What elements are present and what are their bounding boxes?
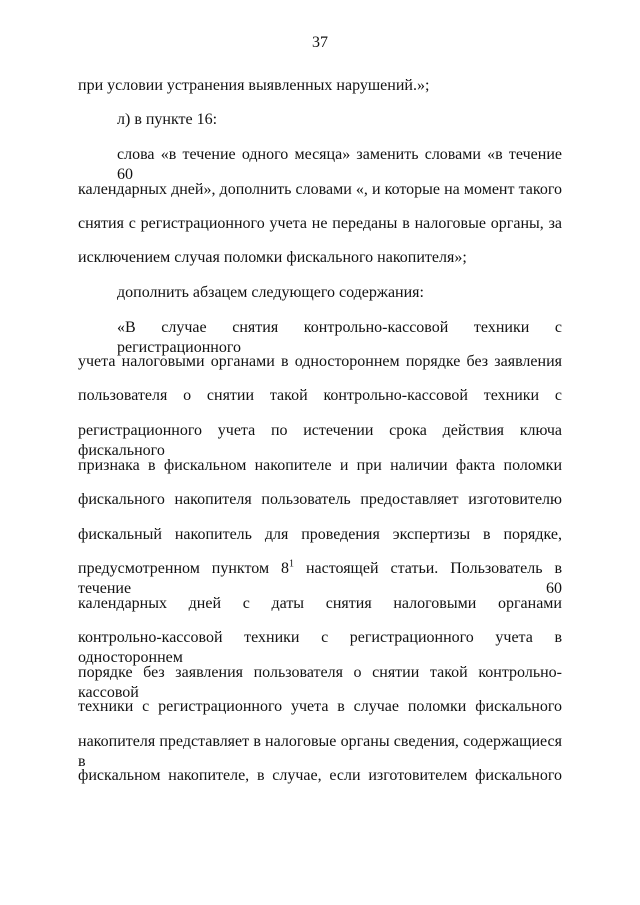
text-line: порядке без заявления пользователя о снятии такой контрольно-кассовой — [78, 664, 562, 701]
text-line: регистрационного учета по истечении срока действия ключа фискального — [78, 422, 562, 459]
text-line: фискальный накопитель для проведения экспертизы в порядке, — [78, 526, 562, 543]
text-line: исключением случая поломки фискального накопителя»; — [78, 249, 467, 266]
text-line: фискальном накопителе, в случае, если изготовителем фискального — [78, 767, 562, 784]
text-fragment: предусмотренном пунктом 8 — [78, 560, 290, 577]
text-line-with-superscript — [78, 558, 562, 597]
text-line: контрольно-кассовой техники с регистрационного учета в одностороннем — [78, 629, 562, 666]
superscript: 1 — [289, 558, 295, 570]
page-number: 37 — [312, 34, 328, 51]
text-line: при условии устранения выявленных нарушений.»; — [78, 77, 430, 94]
text-line: слова «в течение одного месяца» заменить словами «в течение 60 — [117, 146, 562, 183]
text-line: «В случае снятия контрольно-кассовой техники с регистрационного — [117, 319, 562, 356]
text-line: пользователя о снятии такой контрольно-кассовой техники с — [78, 387, 562, 404]
text-fragment: настоящей статьи. Пользователь в течение 60 — [78, 560, 562, 597]
text-line: накопителя представляет в налоговые органы сведения, содержащиеся в — [78, 733, 562, 770]
text-line: календарных дней с даты снятия налоговыми органами — [78, 595, 562, 612]
text-line: техники с регистрационного учета в случае поломки фискального — [78, 698, 562, 715]
text-line: снятия с регистрационного учета не переданы в налоговые органы, за — [78, 215, 562, 232]
text-line: л) в пункте 16: — [117, 111, 218, 128]
text-line: признака в фискальном накопителе и при наличии факта поломки — [78, 457, 562, 474]
text-line: учета налоговыми органами в одностороннем порядке без заявления — [78, 353, 562, 370]
text-line: фискального накопителя пользователь предоставляет изготовителю — [78, 491, 562, 508]
text-line: дополнить абзацем следующего содержания: — [117, 284, 424, 301]
text-line: календарных дней», дополнить словами «, и которые на момент такого — [78, 181, 562, 198]
